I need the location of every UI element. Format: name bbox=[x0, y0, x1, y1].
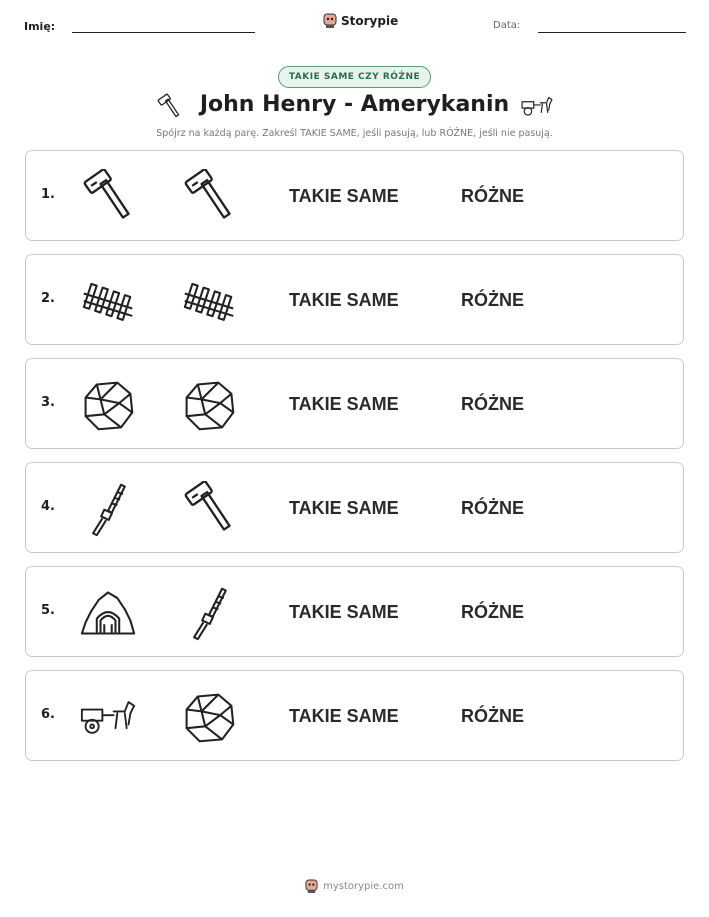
brand-name: Storypie bbox=[341, 14, 399, 28]
same-option[interactable]: TAKIE SAME bbox=[289, 186, 399, 206]
horse-cart-icon bbox=[80, 689, 136, 745]
row-number: 3. bbox=[41, 395, 55, 410]
rock-icon bbox=[181, 377, 237, 433]
hammer-icon bbox=[80, 169, 136, 225]
date-line[interactable] bbox=[538, 32, 686, 33]
different-option[interactable]: RÓŻNE bbox=[461, 290, 524, 310]
footer bbox=[0, 879, 709, 894]
drill-icon bbox=[80, 481, 136, 537]
hammer-icon bbox=[181, 481, 237, 537]
date-label: Data: bbox=[493, 20, 521, 31]
different-option[interactable]: RÓŻNE bbox=[461, 602, 524, 622]
pair-row-4 bbox=[25, 462, 684, 553]
instructions: Spójrz na każdą parę. Zakreśl TAKIE SAME, jeśli pasują, lub RÓŻNE, jeśli nie pasują. bbox=[156, 128, 553, 139]
row-number: 4. bbox=[41, 499, 55, 514]
row-number: 2. bbox=[41, 291, 55, 306]
rock-icon bbox=[80, 377, 136, 433]
pair-row-6 bbox=[25, 670, 684, 761]
pair-row-3 bbox=[25, 358, 684, 449]
row-number: 6. bbox=[41, 707, 55, 722]
railroad-track-icon bbox=[80, 273, 136, 329]
name-label: Imię: bbox=[24, 20, 56, 33]
different-option[interactable]: RÓŻNE bbox=[461, 186, 524, 206]
name-line[interactable] bbox=[72, 32, 255, 33]
same-option[interactable]: TAKIE SAME bbox=[289, 394, 399, 414]
page-title: John Henry - Amerykanin bbox=[199, 92, 510, 117]
hammer-icon bbox=[181, 169, 237, 225]
pair-row-5 bbox=[25, 566, 684, 657]
brand-logo bbox=[323, 13, 398, 29]
pair-row-2 bbox=[25, 254, 684, 345]
storypie-mascot-icon bbox=[323, 13, 337, 29]
footer-url[interactable]: mystorypie.com bbox=[323, 881, 404, 892]
railroad-track-icon bbox=[181, 273, 237, 329]
worksheet-type-badge: TAKIE SAME CZY RÓŻNE bbox=[278, 66, 431, 88]
pair-row-1 bbox=[25, 150, 684, 241]
horse-cart-icon bbox=[521, 94, 553, 118]
same-option[interactable]: TAKIE SAME bbox=[289, 290, 399, 310]
drill-icon bbox=[181, 585, 237, 641]
row-number: 1. bbox=[41, 187, 55, 202]
different-option[interactable]: RÓŻNE bbox=[461, 498, 524, 518]
same-option[interactable]: TAKIE SAME bbox=[289, 498, 399, 518]
same-option[interactable]: TAKIE SAME bbox=[289, 602, 399, 622]
tunnel-icon bbox=[80, 585, 136, 641]
different-option[interactable]: RÓŻNE bbox=[461, 706, 524, 726]
different-option[interactable]: RÓŻNE bbox=[461, 394, 524, 414]
rock-icon bbox=[181, 689, 237, 745]
same-option[interactable]: TAKIE SAME bbox=[289, 706, 399, 726]
storypie-mascot-icon bbox=[305, 879, 318, 894]
row-number: 5. bbox=[41, 603, 55, 618]
